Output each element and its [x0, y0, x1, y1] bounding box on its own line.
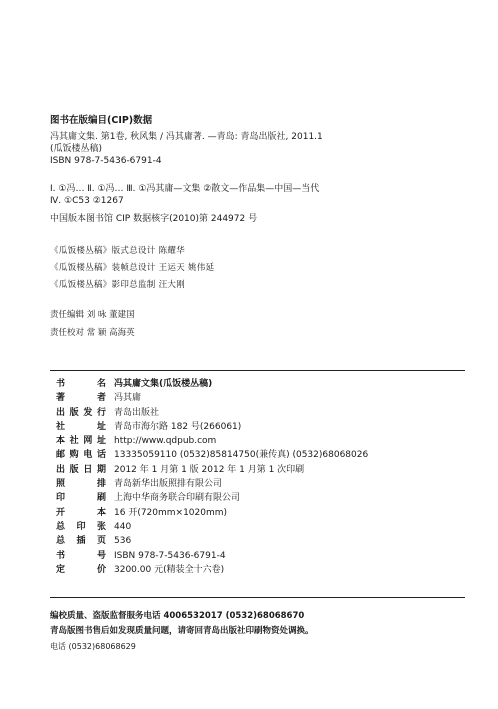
- design-credit: 《瓜饭楼丛稿》版式总设计 陈耀华: [50, 246, 186, 256]
- info-label: 社址: [56, 421, 106, 432]
- info-value: http://www.qdpub.com: [114, 436, 217, 447]
- cip-title: 图书在版编目(CIP)数据: [50, 115, 153, 126]
- info-value: 3200.00 元(精装全十六卷): [114, 564, 225, 575]
- info-label: 总印张: [56, 521, 106, 532]
- info-row: [56, 520, 466, 534]
- info-row: [56, 463, 466, 477]
- info-label: 出版日期: [56, 464, 106, 475]
- info-value: 青岛市海尔路 182 号(266061): [114, 421, 242, 432]
- info-value: 16 开(720mm×1020mm): [114, 507, 228, 518]
- info-row: [56, 391, 466, 405]
- info-value: 2012 年 1 月第 1 版 2012 年 1 月第 1 次印刷: [114, 464, 305, 475]
- info-value: ISBN 978-7-5436-6791-4: [114, 550, 226, 561]
- info-label: 出版发行: [56, 407, 106, 418]
- info-row: [56, 420, 466, 434]
- editor-credit: 责任校对 常 颖 高海英: [50, 328, 135, 338]
- info-row: [56, 491, 466, 505]
- info-row: [56, 477, 466, 491]
- design-credit: 《瓜饭楼丛稿》装帧总设计 王运天 姚伟延: [50, 263, 215, 273]
- editor-credits: [50, 306, 478, 342]
- info-value: 536: [114, 536, 132, 547]
- info-value: 青岛新华出版照排有限公司: [114, 479, 223, 490]
- info-value: 冯其庸文集(瓜饭楼丛稿): [114, 379, 213, 389]
- info-row: [56, 448, 466, 462]
- cip-record: [50, 131, 478, 167]
- info-row: [56, 549, 466, 563]
- info-row: [56, 534, 466, 548]
- cip-class-1: Ⅰ. ①冯… Ⅱ. ①冯… Ⅲ. ①冯其庸—文集 ②散文—作品集—中国—当代: [50, 184, 320, 194]
- info-label: 本社网址: [56, 436, 106, 447]
- info-label: 著者: [56, 393, 106, 404]
- info-label: 印刷: [56, 493, 106, 504]
- info-label: 书号: [56, 550, 106, 561]
- info-value: 13335059110 (0532)85814750(兼传真) (0532)68068026: [114, 450, 369, 461]
- cip-line-1: 冯其庸文集. 第1卷, 秋风集 / 冯其庸著. —青岛: 青岛出版社, 2011.1: [50, 132, 323, 142]
- info-value: 上海中华商务联合印刷有限公司: [114, 493, 241, 504]
- info-value: 冯其庸: [114, 393, 142, 404]
- info-row: [56, 563, 466, 577]
- quality-hotline: 编校质量、盗版监督服务电话 4006532017 (0532)68068670: [50, 611, 305, 621]
- design-credits: [50, 243, 478, 294]
- divider-bottom: [50, 597, 465, 598]
- info-label: 邮购电话: [56, 450, 106, 461]
- design-credit: 《瓜饭楼丛稿》影印总监制 汪大刚: [50, 280, 186, 290]
- return-notice: 青岛版图书售后如发现质量问题，请寄回青岛出版社印刷物资处调换。: [50, 626, 314, 636]
- editor-credit: 责任编辑 刘 咏 董建国: [50, 310, 135, 320]
- info-value: 青岛出版社: [114, 407, 160, 418]
- publication-info-table: [56, 377, 466, 577]
- divider-top: [50, 370, 465, 371]
- info-value: 440: [114, 521, 132, 532]
- info-row: [56, 506, 466, 520]
- cip-line-3: ISBN 978-7-5436-6791-4: [50, 156, 162, 166]
- cip-line-2: (瓜饭楼丛稿): [50, 144, 103, 154]
- cip-class-2: Ⅳ. ①C53 ②1267: [50, 196, 124, 206]
- return-phone: 电话 (0532)68068629: [50, 642, 136, 651]
- info-label: 书名: [56, 379, 106, 389]
- info-label: 照排: [56, 479, 106, 490]
- info-label: 开本: [56, 507, 106, 518]
- service-footer: [50, 609, 470, 654]
- cip-classification: [50, 183, 478, 207]
- info-row: [56, 377, 466, 391]
- info-row: [56, 434, 466, 448]
- cip-cn-number: 中国版本图书馆 CIP 数据核字(2010)第 244972 号: [50, 214, 258, 224]
- info-label: 定价: [56, 564, 106, 575]
- info-label: 总插页: [56, 536, 106, 547]
- info-row: [56, 406, 466, 420]
